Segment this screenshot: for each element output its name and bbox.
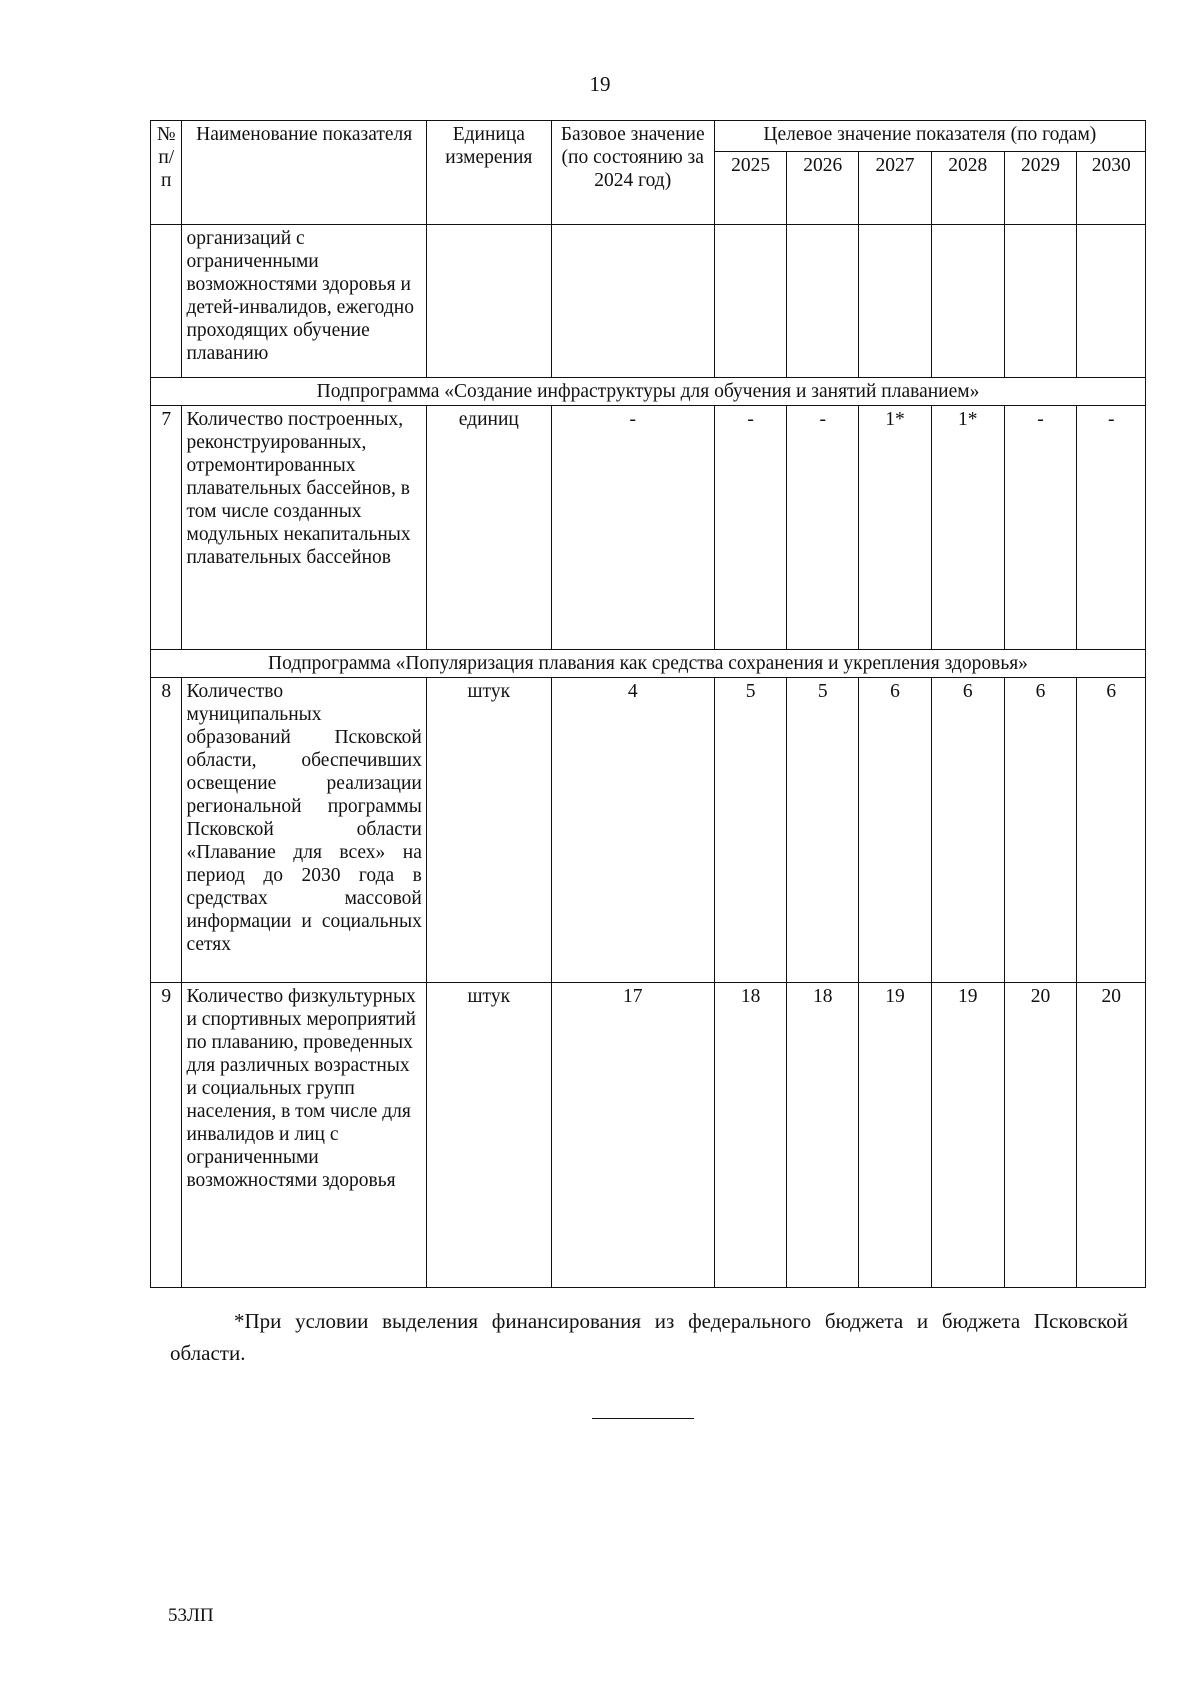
- row-value: 5: [714, 678, 787, 983]
- header-year: 2027: [859, 152, 932, 225]
- row-value: 1*: [931, 406, 1004, 650]
- table-row-9: [151, 983, 1146, 1288]
- table-row-7: [151, 406, 1146, 650]
- row-base: 4: [551, 678, 714, 983]
- document-code: 53ЛП: [168, 1605, 214, 1626]
- header-year: 2029: [1004, 152, 1077, 225]
- row-value: [787, 225, 859, 378]
- row-unit: штук: [426, 983, 551, 1288]
- header-num: № п/п: [151, 121, 182, 225]
- row-value: -: [787, 406, 859, 650]
- row-value: 5: [787, 678, 859, 983]
- row-value: 20: [1004, 983, 1077, 1288]
- header-year: 2026: [787, 152, 859, 225]
- row-base: [551, 225, 714, 378]
- table-row-8: [151, 678, 1146, 983]
- row-name: Количество муниципальных образований Псковской области, обеспечивших освещение реализации региональной программы Псковской области «Плавание для всех» на период до 2030 года в средствах массовой информации и социальных сетях: [182, 678, 426, 983]
- header-year: 2025: [714, 152, 787, 225]
- table-row-continued: [151, 225, 1146, 378]
- row-value: [714, 225, 787, 378]
- row-value: 18: [787, 983, 859, 1288]
- row-value: 19: [931, 983, 1004, 1288]
- indicators-table: [150, 120, 1146, 1288]
- row-value: -: [1004, 406, 1077, 650]
- header-name: Наименование показателя: [182, 121, 426, 225]
- row-unit: штук: [426, 678, 551, 983]
- header-unit: Единица измерения: [426, 121, 551, 225]
- end-divider: [592, 1418, 694, 1419]
- row-num: 9: [151, 983, 182, 1288]
- row-value: 18: [714, 983, 787, 1288]
- header-year: 2030: [1077, 152, 1146, 225]
- row-base: -: [551, 406, 714, 650]
- row-num: 7: [151, 406, 182, 650]
- row-value: 6: [1004, 678, 1077, 983]
- subprogram-row: [151, 378, 1146, 406]
- row-value: -: [1077, 406, 1146, 650]
- row-value: 6: [931, 678, 1004, 983]
- row-value: [859, 225, 932, 378]
- row-name: организаций с ограниченными возможностями здоровья и детей-инвалидов, ежегодно проходящих обучение плаванию: [182, 225, 426, 378]
- row-value: 1*: [859, 406, 932, 650]
- row-num: 8: [151, 678, 182, 983]
- subprogram-row: [151, 650, 1146, 678]
- row-value: -: [714, 406, 787, 650]
- row-unit: единиц: [426, 406, 551, 650]
- subprogram-title: Подпрограмма «Создание инфраструктуры для обучения и занятий плаванием»: [151, 378, 1146, 406]
- header-base: Базовое значение (по состоянию за 2024 год): [551, 121, 714, 225]
- row-value: 6: [1077, 678, 1146, 983]
- row-num: [151, 225, 182, 378]
- header-year: 2028: [931, 152, 1004, 225]
- row-base: 17: [551, 983, 714, 1288]
- subprogram-title: Подпрограмма «Популяризация плавания как средства сохранения и укрепления здоровья»: [151, 650, 1146, 678]
- row-value: [1004, 225, 1077, 378]
- row-name: Количество физкультурных и спортивных мероприятий по плаванию, проведенных для различных возрастных и социальных групп населения, в том числе для инвалидов и лиц с ограниченными возможностями здоровья: [182, 983, 426, 1288]
- page-number: 19: [589, 72, 611, 96]
- row-name: Количество построенных, реконструированных, отремонтированных плавательных бассейнов, в том числе созданных модульных некапитальных плавательных бассейнов: [182, 406, 426, 650]
- row-value: 6: [859, 678, 932, 983]
- row-value: 19: [859, 983, 932, 1288]
- footnote: *При условии выделения финансирования из федерального бюджета и бюджета Псковской области.: [170, 1309, 1128, 1365]
- row-value: [931, 225, 1004, 378]
- row-value: 20: [1077, 983, 1146, 1288]
- header-target-group: Целевое значение показателя (по годам): [714, 121, 1145, 152]
- row-unit: [426, 225, 551, 378]
- row-value: [1077, 225, 1146, 378]
